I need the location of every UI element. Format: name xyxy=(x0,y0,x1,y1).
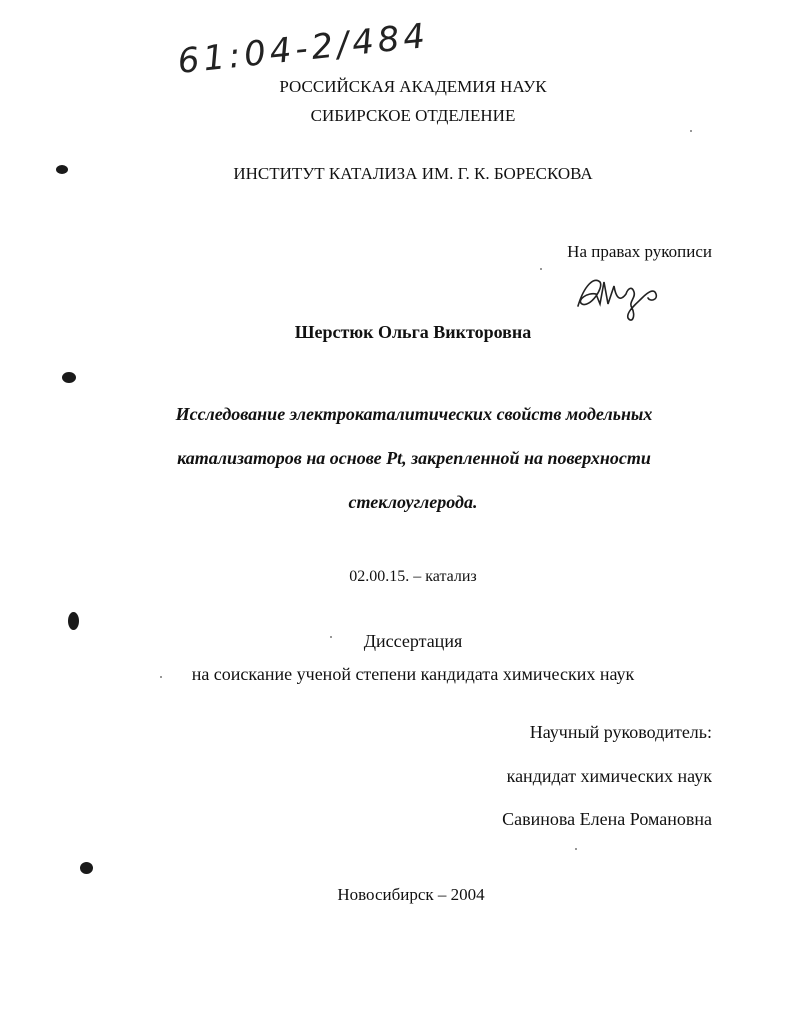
work-type: Диссертация xyxy=(363,631,463,651)
dissertation-title-line-2: катализаторов на основе Pt, закрепленной на поверхности xyxy=(177,448,651,468)
author-name: Шерстюк Ольга Викторовна xyxy=(294,322,532,342)
dissertation-title-line-3: стеклоуглерода. xyxy=(348,492,478,512)
degree-statement: на соискание ученой степени кандидата химических наук xyxy=(191,664,635,684)
scan-dot xyxy=(690,130,692,132)
institute-name: ИНСТИТУТ КАТАЛИЗА ИМ. Г. К. БОРЕСКОВА xyxy=(233,164,593,183)
scan-dot xyxy=(160,676,162,678)
scan-dot xyxy=(575,848,577,850)
handwritten-catalog-code: 61:04-2/484 xyxy=(175,15,431,82)
signature-mark xyxy=(570,268,670,328)
scan-speck xyxy=(62,372,76,383)
supervisor-name: Савинова Елена Романовна xyxy=(502,809,712,829)
academy-name: РОССИЙСКАЯ АКАДЕМИЯ НАУК xyxy=(279,77,547,96)
supervisor-degree: кандидат химических наук xyxy=(506,766,712,786)
supervisor-label: Научный руководитель: xyxy=(529,722,712,742)
scan-speck xyxy=(68,612,79,630)
scan-speck xyxy=(80,862,93,874)
scan-speck xyxy=(56,165,68,174)
branch-name: СИБИРСКОЕ ОТДЕЛЕНИЕ xyxy=(310,106,516,125)
specialty-code: 02.00.15. – катализ xyxy=(349,568,477,585)
scan-dot xyxy=(330,636,332,638)
city-year: Новосибирск – 2004 xyxy=(337,885,485,904)
scan-dot xyxy=(540,268,542,270)
dissertation-title-line-1: Исследование электрокаталитических свойств модельных xyxy=(175,404,653,424)
manuscript-rights-note: На правах рукописи xyxy=(567,242,712,261)
